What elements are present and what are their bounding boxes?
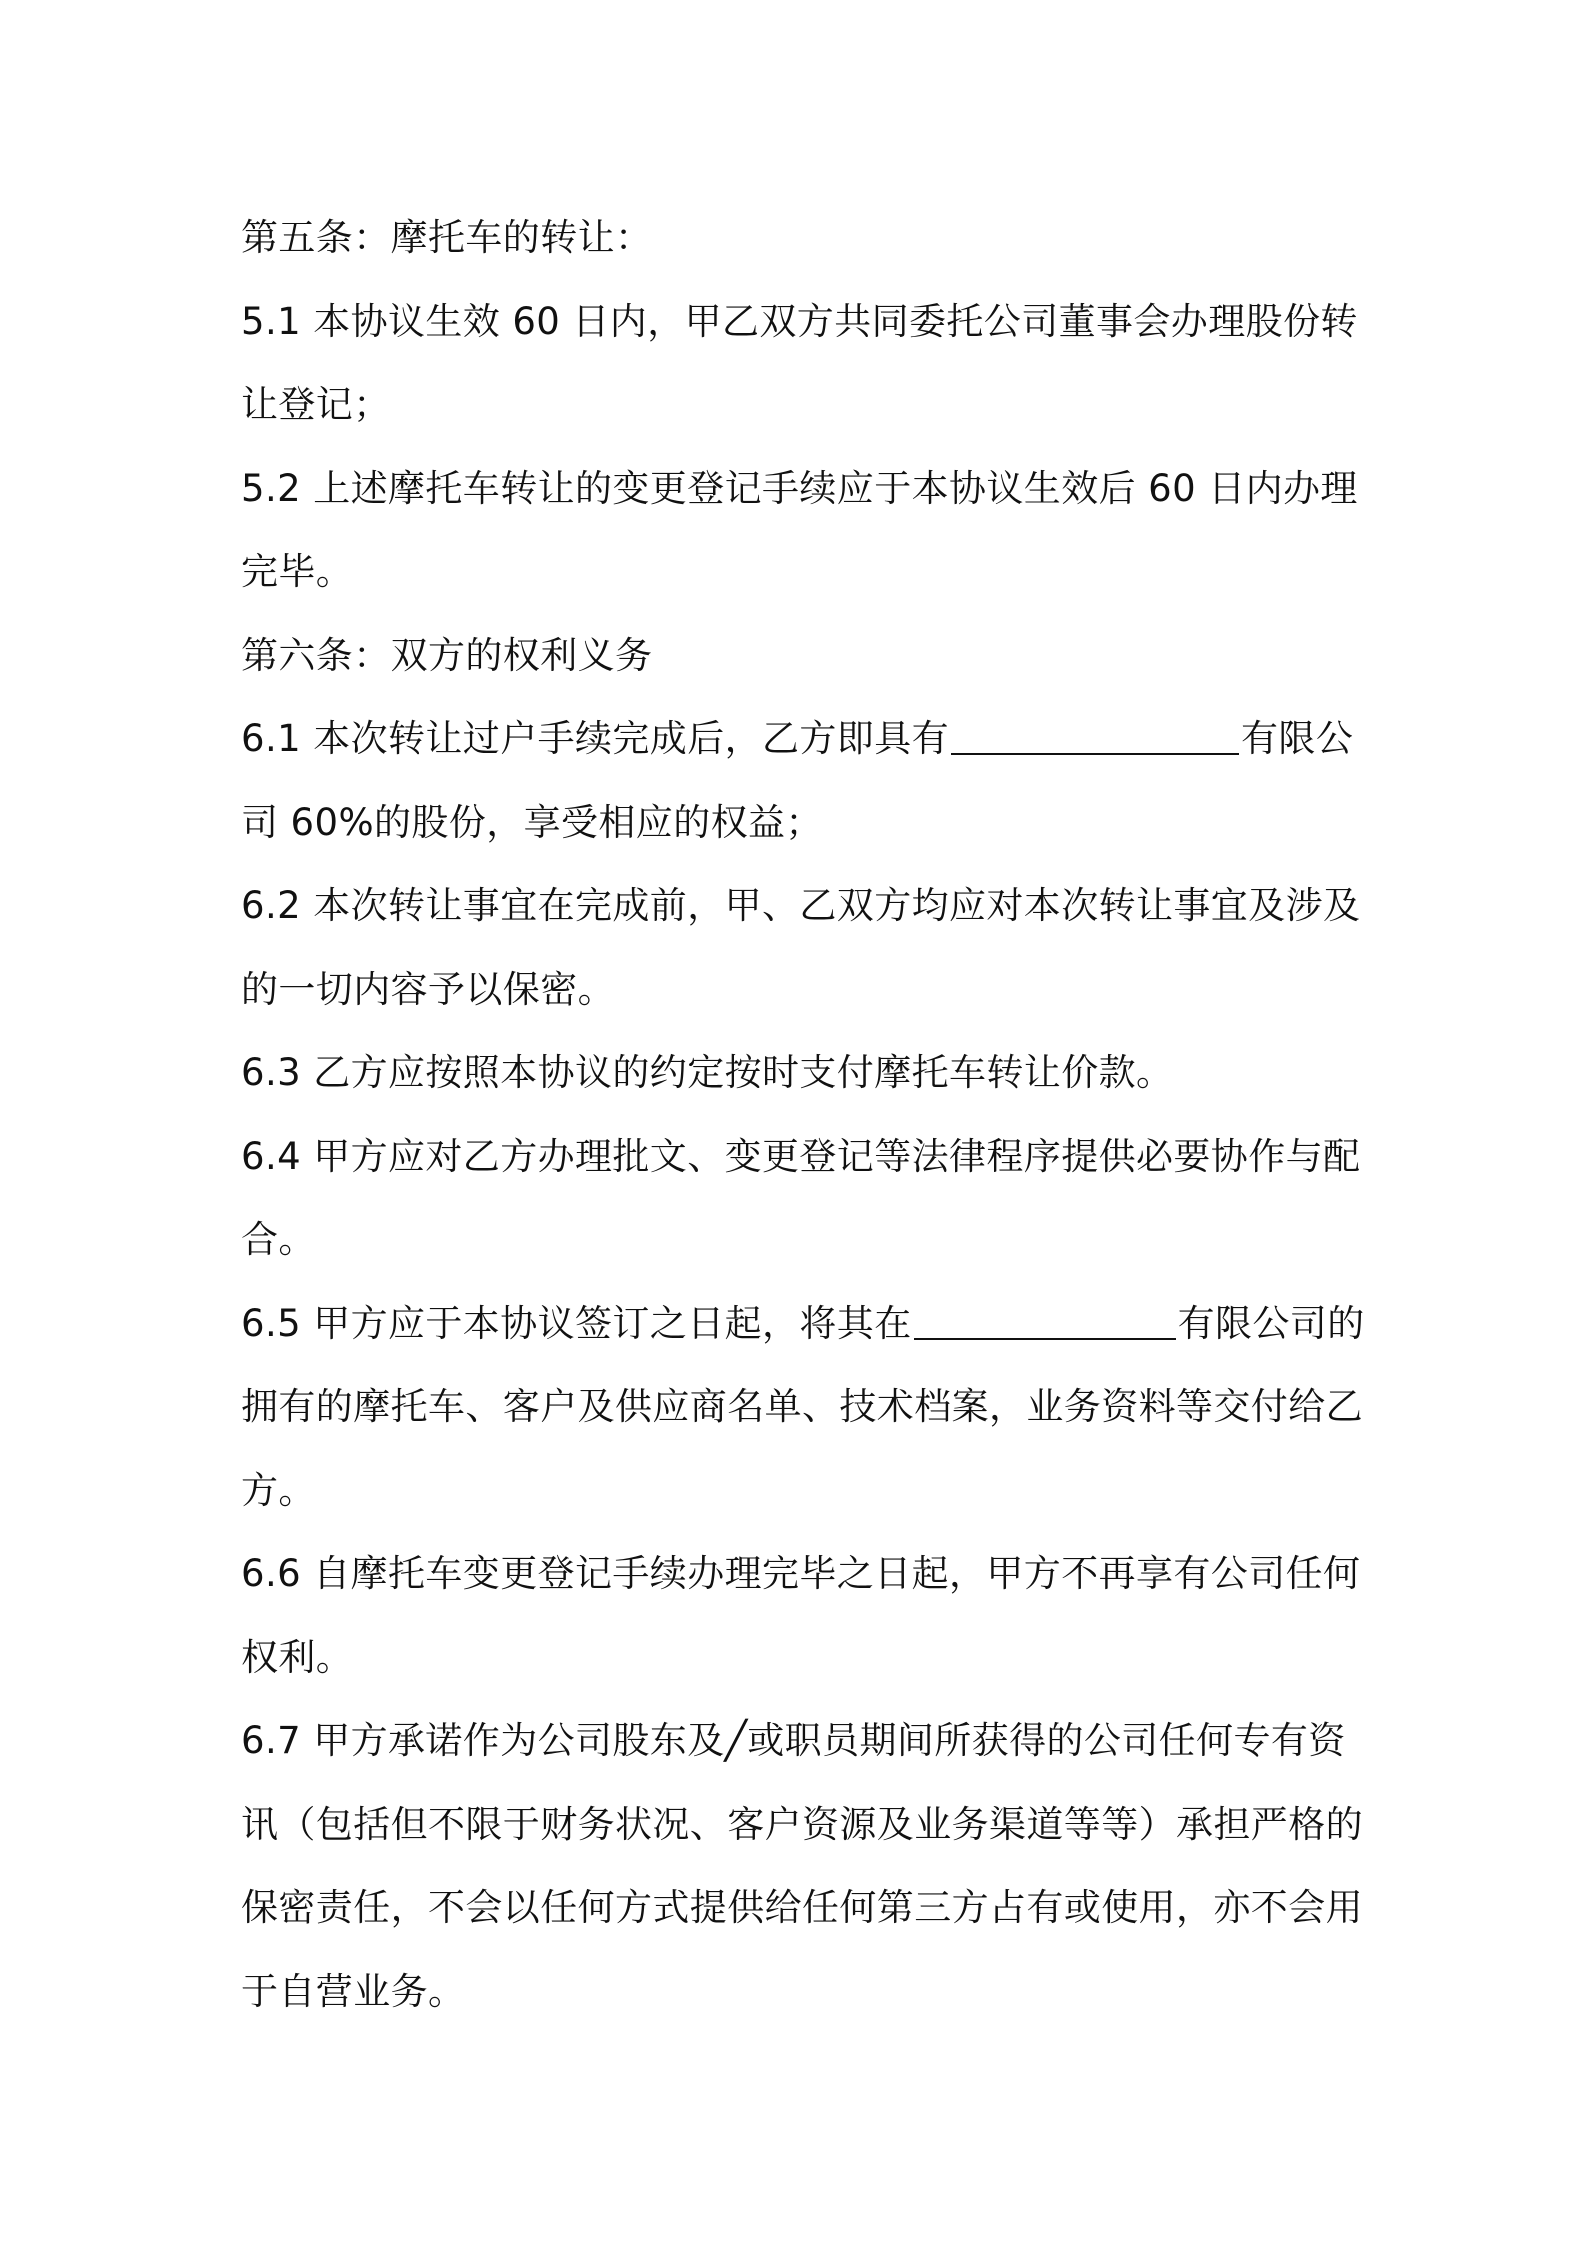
clause-5-1-line-1: 5.1 本协议生效 60 日内，甲乙双方共同委托公司董事会办理股份转 (241, 299, 1358, 343)
article-6-heading: 第六条：双方的权利义务 (241, 633, 653, 677)
document-page (241, 196, 1365, 2033)
clause-6-6-line-1: 6.6 自摩托车变更登记手续办理完毕之日起，甲方不再享有公司任何 (241, 1552, 1361, 1595)
company-name-blank (951, 719, 1239, 755)
clause-6-5-line-3: 方。 (241, 1468, 316, 1512)
clause-6-1-line-1 (241, 697, 1361, 781)
clause-5-2-line-2: 完毕。 (241, 550, 354, 593)
clause-6-5-line-2: 拥有的摩托车、客户及供应商名单、技术档案，业务资料等交付给乙 (241, 1385, 1363, 1428)
company-name-blank (914, 1304, 1176, 1340)
clause-6-5-text-before-blank: 6.5 甲方应于本协议签订之日起，将其在 (241, 1301, 912, 1345)
clause-6-3: 6.3 乙方应按照本协议的约定按时支付摩托车转让价款。 (241, 1051, 1174, 1094)
clause-5-1-line-2: 让登记； (241, 383, 391, 426)
clause-6-7-line-1: 6.7 甲方承诺作为公司股东及╱或职员期间所获得的公司任何专有资 (241, 1719, 1346, 1762)
clause-6-2-line-1: 6.2 本次转让事宜在完成前，甲、乙双方均应对本次转让事宜及涉及 (241, 884, 1361, 927)
clause-6-1-line-2: 司 60%的股份，享受相应的权益； (241, 800, 823, 844)
clause-6-2-line-2: 的一切内容予以保密。 (241, 967, 615, 1011)
article-5-heading: 第五条：摩托车的转让： (241, 216, 653, 259)
clause-6-1-text-after-blank: 有限公 (1241, 717, 1354, 760)
clause-6-6-line-2: 权利。 (241, 1635, 354, 1679)
clause-6-4-line-1: 6.4 甲方应对乙方办理批文、变更登记等法律程序提供必要协作与配 (241, 1134, 1361, 1178)
clause-6-5-text-after-blank: 有限公司的 (1177, 1301, 1365, 1345)
clause-6-4-line-2: 合。 (241, 1218, 316, 1261)
clause-6-7-line-2: 讯（包括但不限于财务状况、客户资源及业务渠道等等）承担严格的 (241, 1802, 1363, 1846)
clause-6-5-line-1 (241, 1282, 1365, 1366)
clause-6-1-text-before-blank: 6.1 本次转让过户手续完成后，乙方即具有 (241, 717, 950, 760)
clause-5-2-line-1: 5.2 上述摩托车转让的变更登记手续应于本协议生效后 60 日内办理 (241, 466, 1358, 510)
clause-6-7-line-4: 于自营业务。 (241, 1969, 466, 2013)
clause-6-7-line-3: 保密责任，不会以任何方式提供给任何第三方占有或使用，亦不会用 (241, 1886, 1363, 1929)
